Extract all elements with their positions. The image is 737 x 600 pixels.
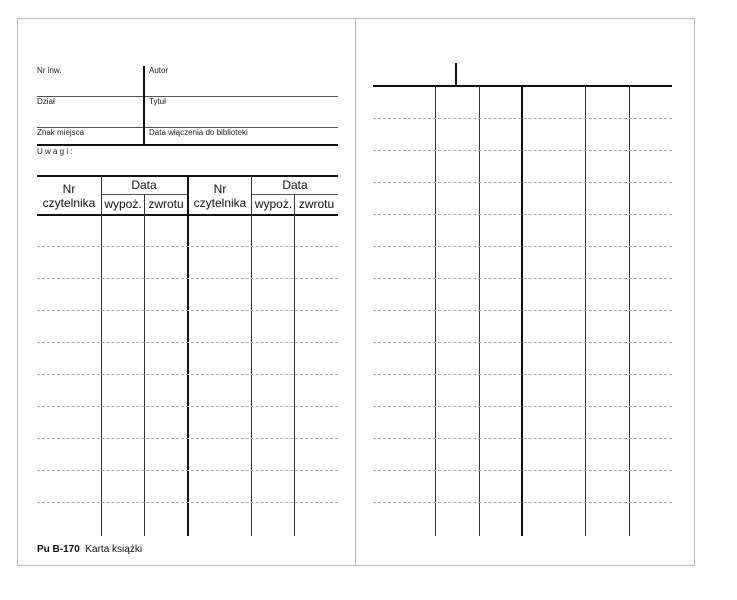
- form-code: Pu B-170: [37, 544, 80, 555]
- ruling-row: [373, 310, 672, 311]
- header-data-underline-2: [252, 194, 338, 195]
- ruling-row: [37, 470, 338, 471]
- uwagi-label: U w a g i :: [37, 147, 73, 156]
- ruling-row: [373, 182, 672, 183]
- field-label-znak-miejsca: Znak miejsca: [37, 128, 85, 137]
- right-top-tick: [455, 63, 457, 85]
- right-col-line: [629, 86, 630, 536]
- field-line-row3: [37, 144, 338, 146]
- header-nr-2: Nr: [213, 182, 227, 196]
- header-wypoz-2: wypoż.: [254, 197, 293, 211]
- table-col-line: [101, 176, 102, 536]
- right-page: [355, 18, 695, 566]
- table-center-divider: [187, 176, 189, 536]
- header-czytelnika-2: czytelnika: [193, 196, 247, 210]
- ruling-row: [37, 374, 338, 375]
- ruling-row: [373, 470, 672, 471]
- field-label-data-wlaczenia: Data włączenia do biblioteki: [149, 128, 248, 137]
- ruling-row: [37, 342, 338, 343]
- ruling-row: [373, 438, 672, 439]
- ruling-row: [37, 502, 338, 503]
- ruling-row: [37, 406, 338, 407]
- field-divider-vertical: [143, 66, 145, 146]
- header-data-1: Data: [131, 178, 157, 192]
- ruling-row: [37, 310, 338, 311]
- header-data-2: Data: [282, 178, 308, 192]
- field-label-dzial: Dział: [37, 97, 55, 106]
- ruling-row: [373, 502, 672, 503]
- ruling-row: [373, 214, 672, 215]
- ruling-row: [373, 150, 672, 151]
- header-czytelnika-1: czytelnika: [42, 196, 96, 210]
- field-line-row1: [37, 96, 338, 97]
- ruling-row: [37, 278, 338, 279]
- header-wypoz-1: wypoż.: [104, 197, 142, 211]
- field-label-nr-inw: Nr inw.: [37, 66, 62, 75]
- right-col-line: [585, 86, 586, 536]
- ruling-row: [37, 246, 338, 247]
- header-zwrotu-2: zwrotu: [298, 197, 335, 211]
- ruling-row: [373, 374, 672, 375]
- ruling-row: [373, 406, 672, 407]
- right-col-line: [435, 86, 436, 536]
- table-col-line: [251, 176, 252, 536]
- right-center-divider: [521, 86, 523, 536]
- header-zwrotu-1: zwrotu: [148, 197, 184, 211]
- card-footer: [37, 544, 142, 555]
- right-col-line: [479, 86, 480, 536]
- field-label-autor: Autor: [149, 66, 169, 75]
- form-title: Karta książki: [85, 544, 143, 555]
- field-label-tytul: Tytuł: [149, 97, 166, 106]
- ruling-row: [37, 438, 338, 439]
- ruling-row: [373, 278, 672, 279]
- ruling-row: [373, 118, 672, 119]
- header-nr-1: Nr: [62, 182, 76, 196]
- ruling-row: [373, 246, 672, 247]
- ruling-row: [373, 342, 672, 343]
